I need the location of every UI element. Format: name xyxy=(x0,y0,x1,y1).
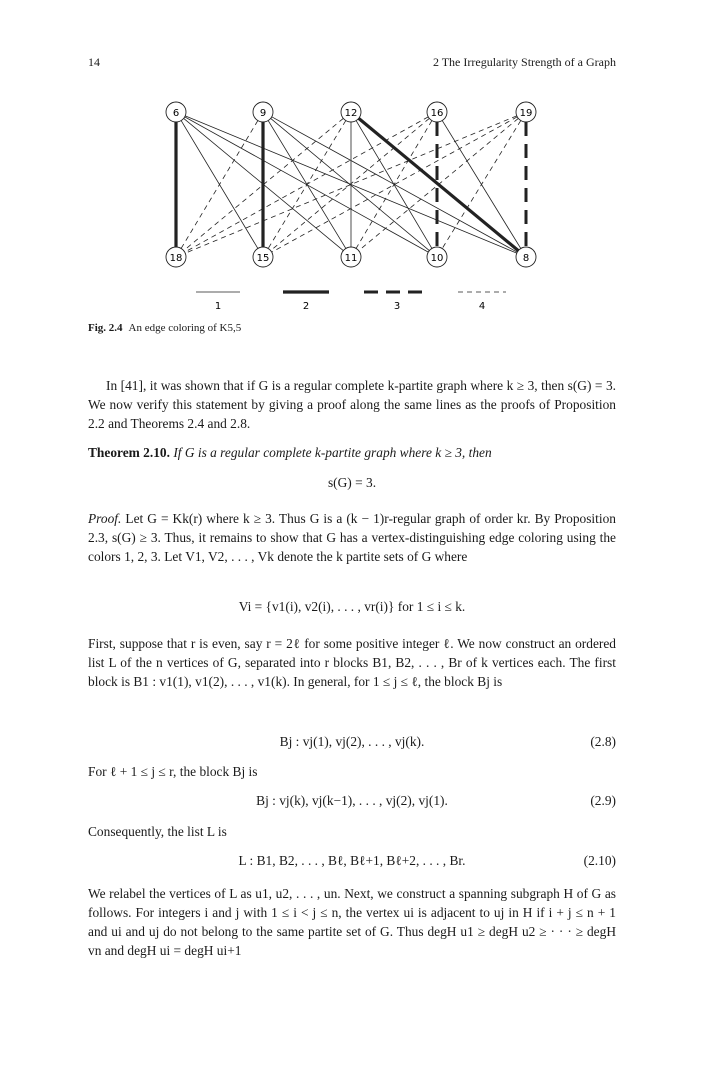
paragraph-later-blocks: For ℓ + 1 ≤ j ≤ r, the block Bj is xyxy=(88,764,258,779)
figure-legend xyxy=(196,292,506,312)
proof-paragraph xyxy=(88,509,616,566)
equation-number-2-9: (2.9) xyxy=(590,793,616,808)
graph-vertex-label: 18 xyxy=(169,253,183,264)
graph-vertex-label: 15 xyxy=(256,253,270,264)
equation-2-9: Bj : vj(k), vj(k−1), . . . , vj(2), vj(1). xyxy=(256,793,448,808)
proof-label: Proof. xyxy=(88,511,122,526)
legend-label: 4 xyxy=(478,301,486,312)
graph-vertex-label: 19 xyxy=(519,108,533,119)
legend-label: 1 xyxy=(214,301,222,312)
graph-vertex-label: 10 xyxy=(430,253,444,264)
paragraph-intro: In [41], it was shown that if G is a regular complete k-partite graph where k ≥ 3, then s(G) = 3. We now verify this statement by giving a proof along the same lines as the proofs of Proposition 2.2 and Theorems 2.4 and 2.8. xyxy=(88,378,616,431)
running-title: 2 The Irregularity Strength of a Graph xyxy=(432,55,616,69)
theorem-equation: s(G) = 3. xyxy=(327,475,377,490)
proof-text: Let G = Kk(r) where k ≥ 3. Thus G is a (k − 1)r-regular graph of order kr. By Proposition 2.3, s(G) ≥ 3. Thus, it remains to show that G has a vertex-distinguishing edge coloring using the colors 1, 2, 3. Let V1, V2, . . . , Vk denote the k partite sets of G where xyxy=(88,511,616,564)
paragraph-relabel: We relabel the vertices of L as u1, u2, . . . , un. Next, we construct a spanning subgraph H of G as follows. For integers i and j with 1 ≤ i < j ≤ n, the vertex ui is adjacent to uj in H if i + j ≤ n + 1 and ui and uj do not belong to the same partite set of G. Thus degH u1 ≥ degH u2 ≥ · · · ≥ degH vn and degH ui = degH ui+1 xyxy=(88,886,616,958)
graph-vertex-label: 8 xyxy=(522,253,530,264)
theorem-statement xyxy=(88,443,616,462)
equation-number-2-10: (2.10) xyxy=(583,853,616,868)
graph-vertex-label: 12 xyxy=(344,108,358,119)
graph-figure xyxy=(0,0,702,320)
paragraph-blocks: First, suppose that r is even, say r = 2ℓ for some positive integer ℓ. We now construct an ordered list L of the n vertices of G, separated into r blocks B1, B2, . . . , Br of k vertices each. The first block is B1 : v1(1), v1(2), . . . , v1(k). In general, for 1 ≤ j ≤ ℓ, the block Bj is xyxy=(88,636,616,689)
graph-vertex-label: 9 xyxy=(259,108,267,119)
figure-edges xyxy=(176,116,526,253)
page-number: 14 xyxy=(88,55,100,69)
equation-2-10: L : B1, B2, . . . , Bℓ, Bℓ+1, Bℓ+2, . . . , Br. xyxy=(238,853,466,868)
legend-label: 2 xyxy=(302,301,310,312)
theorem-text: If G is a regular complete k-partite graph where k ≥ 3, then xyxy=(173,445,492,460)
graph-vertex-label: 6 xyxy=(172,108,180,119)
figure-caption-label: Fig. 2.4 xyxy=(88,322,123,334)
theorem-label: Theorem 2.10. xyxy=(88,445,170,460)
equation-2-8: Bj : vj(1), vj(2), . . . , vj(k). xyxy=(279,734,425,749)
paragraph-list: Consequently, the list L is xyxy=(88,824,227,839)
figure-caption xyxy=(88,322,241,334)
equation-vi: Vi = {v1(i), v2(i), . . . , vr(i)} for 1 ≤ i ≤ k. xyxy=(238,599,466,614)
figure-caption-text: An edge coloring of K5,5 xyxy=(128,322,242,334)
graph-vertex-label: 11 xyxy=(344,253,358,264)
legend-label: 3 xyxy=(393,301,401,312)
equation-number-2-8: (2.8) xyxy=(590,734,616,749)
graph-vertex-label: 16 xyxy=(430,108,444,119)
